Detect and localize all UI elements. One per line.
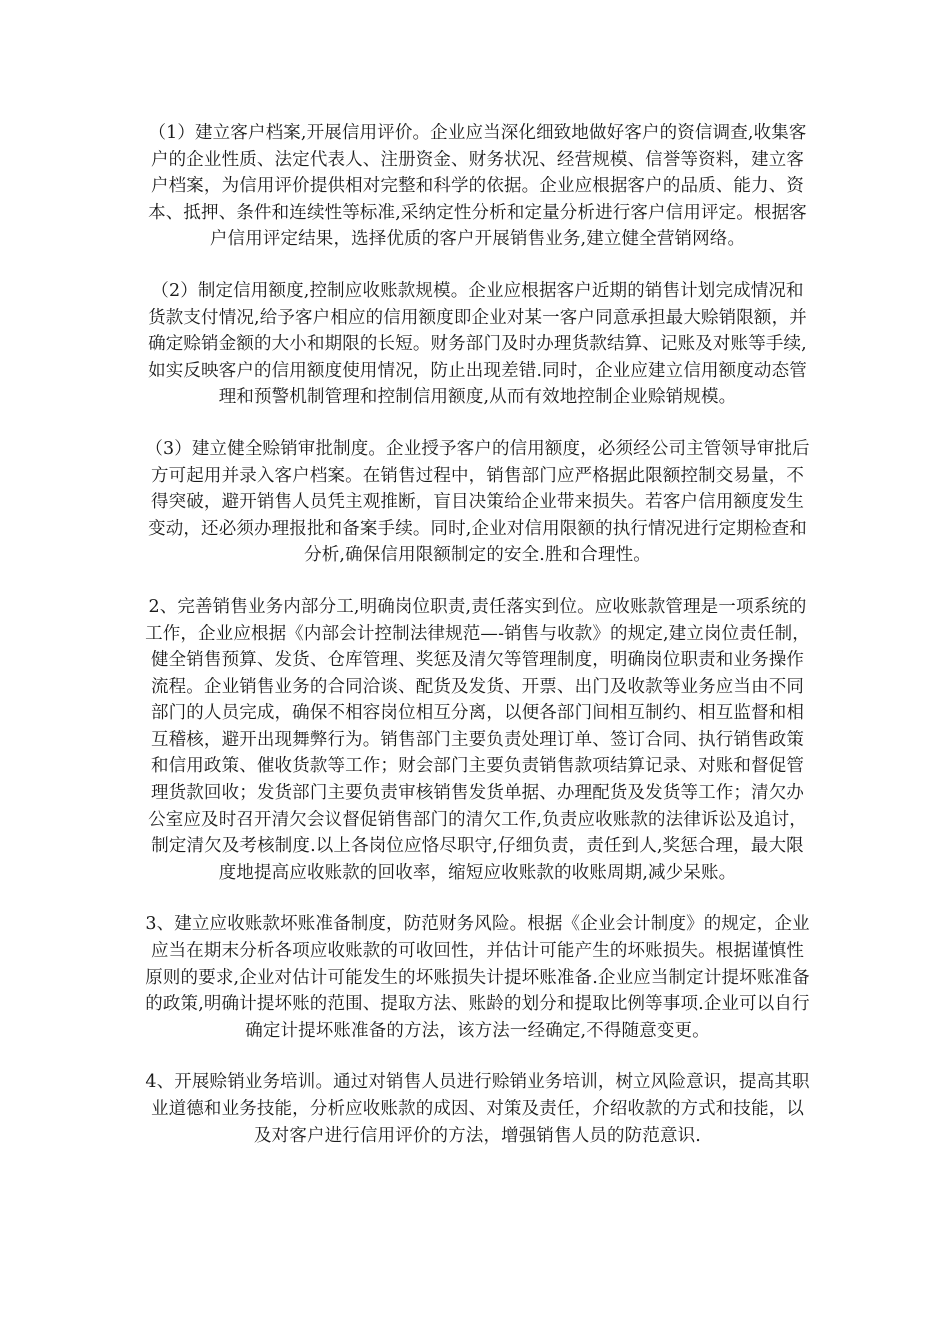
paragraph-bad-debt-reserve: 3、建立应收账款坏账准备制度，防范财务风险。根据《企业会计制度》的规定，企业应当在期末分析各项应收账款的可收回性，并估计可能产生的坏账损失。根据谨慎性原则的要求,企业对估计可能发生的坏账损失计提坏账准备.企业应当制定计提坏账准备的政策,明确计提坏账的范围、提取方法、账龄的划分和提取比例等事项.企业可以自行确定计提坏账准备的方法，该方法一经确定,不得随意变更。 <box>145 914 810 1041</box>
paragraph-customer-files: （1）建立客户档案,开展信用评价。企业应当深化细致地做好客户的资信调查,收集客户的企业性质、法定代表人、注册资金、财务状况、经营规模、信誉等资料，建立客户档案，为信用评价提供相对完整和科学的依据。企业应根据客户的品质、能力、资本、抵押、条件和连续性等标准,采纳定性分析和定量分析进行客户信用评定。根据客户信用评定结果，选择优质的客户开展销售业务,建立健全营销网络。 <box>148 123 807 250</box>
paragraph-division-of-labor: 2、完善销售业务内部分工,明确岗位职责,责任落实到位。应收账款管理是一项系统的工作，企业应根据《内部会计控制法律规范—-销售与收款》的规定,建立岗位责任制，健全销售预算、发货、仓库管理、奖惩及清欠等管理制度，明确岗位职责和业务操作流程。企业销售业务的合同洽谈、配货及发货、开票、出门及收款等业务应当由不同部门的人员完成，确保不相容岗位相互分离，以便各部门间相互制约、相互监督和相互稽核，避开出现舞弊行为。销售部门主要负责处理订单、签订合同、执行销售政策和信用政策、催收货款等工作；财会部门主要负责销售款项结算记录、对账和督促管理货款回收；发货部门主要负责审核销售发货单据、办理配货及发货等工作；清欠办公室应及时召开清欠会议督促销售部门的清欠工作,负责应收账款的法律诉讼及追讨，制定清欠及考核制度.以上各岗位应恪尽职守,仔细负责，责任到人,奖惩合理，最大限度地提高应收账款的回收率，缩短应收账款的收账周期,减少呆账。 <box>145 596 810 883</box>
paragraph-training: 4、开展赊销业务培训。通过对销售人员进行赊销业务培训，树立风险意识，提高其职业道德和业务技能，分析应收账款的成因、对策及责任，介绍收款的方式和技能，以及对客户进行信用评价的方法，增强销售人员的防范意识. <box>145 1072 810 1146</box>
paragraph-approval-system: （3）建立健全赊销审批制度。企业授予客户的信用额度，必须经公司主管领导审批后方可起用并录入客户档案。在销售过程中，销售部门应严格据此限额控制交易量，不得突破，避开销售人员凭主观推断，盲目决策给企业带来损失。若客户信用额度发生变动，还必须办理报批和备案手续。同时,企业对信用限额的执行情况进行定期检查和分析,确保信用限额制定的安全.胜和合理性。 <box>145 438 810 566</box>
paragraph-credit-limit: （2）制定信用额度,控制应收账款规模。企业应根据客户近期的销售计划完成情况和货款支付情况,给予客户相应的信用额度即企业对某一客户同意承担最大赊销限额，并确定赊销金额的大小和期限的长短。财务部门及时办理货款结算、记账及对账等手续,如实反映客户的信用额度使用情况，防止出现差错.同时，企业应建立信用额度动态管理和预警机制管理和控制信用额度,从而有效地控制企业赊销规模。 <box>148 280 807 408</box>
document-body <box>145 120 810 1149</box>
